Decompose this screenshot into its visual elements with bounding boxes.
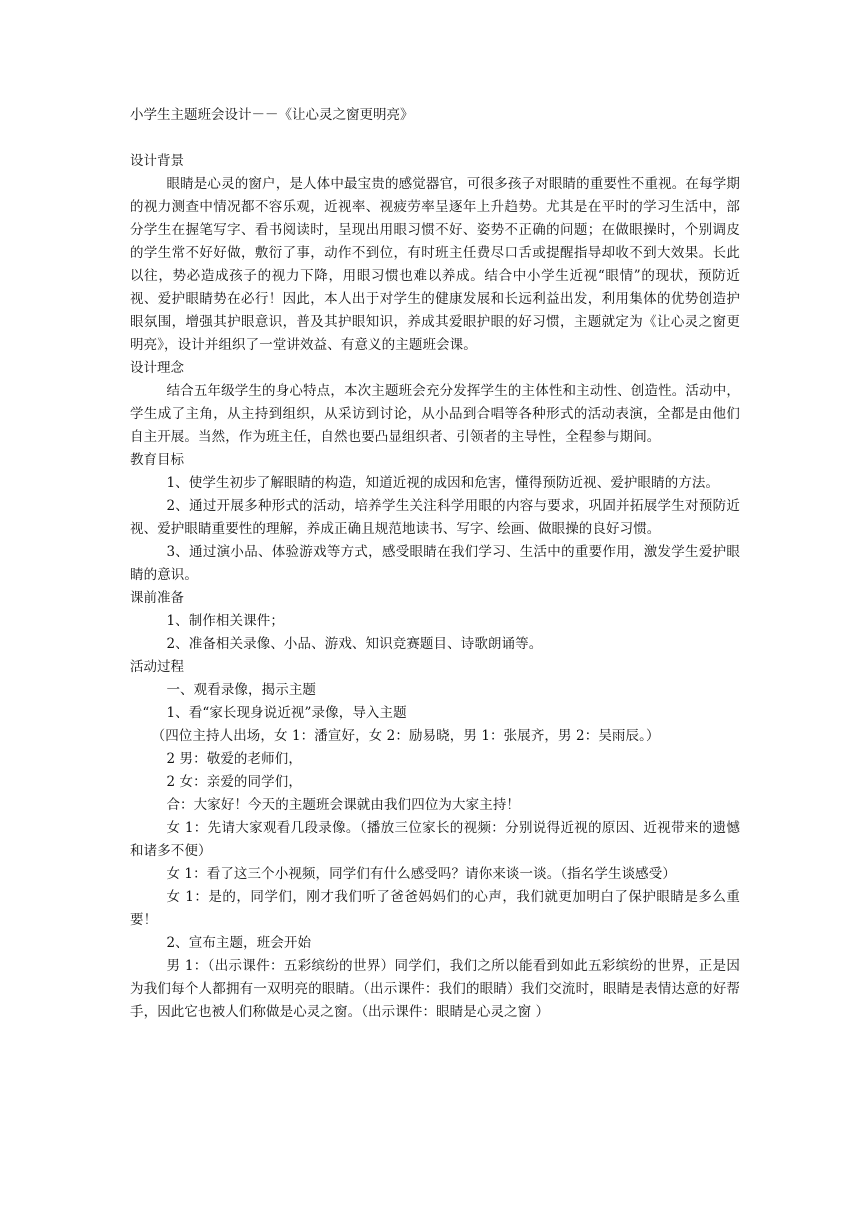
process-line: 女 1：先请大家观看几段录像。（播放三位家长的视频：分别说得近视的原因、近视带来的遗憾和诸多不便） (130, 820, 740, 859)
process-line: 男 1：（出示课件：五彩缤纷的世界）同学们，我们之所以能看到如此五彩缤纷的世界，正是因为我们每个人都拥有一双明亮的眼睛。（出示课件：我们的眼睛）我们交流时，眼睛是表情达意的好帮手，因此它也被人们称做是心灵之窗。（出示课件：眼睛是心灵之窗 ） (130, 958, 740, 1020)
process-line: 2 男：敬爱的老师们， (166, 751, 302, 767)
process-line: 女 1：是的，同学们，刚才我们听了爸爸妈妈们的心声，我们就更加明白了保护眼睛是多么重要！ (130, 889, 740, 928)
section-heading-concept: 设计理念 (130, 360, 184, 376)
goal-item: 3、通过演小品、体验游戏等方式，感受眼睛在我们学习、生活中的重要作用，激发学生爱护眼睛的意识。 (130, 544, 740, 583)
process-line: 女 1：看了这三个小视频，同学们有什么感受吗？请你来谈一谈。（指名学生谈感受） (166, 866, 676, 882)
goal-item: 2、通过开展多种形式的活动，培养学生关注科学用眼的内容与要求，巩固并拓展学生对预防近视、爱护眼睛重要性的理解，养成正确且规范地读书、写字、绘画、做眼操的良好习惯。 (130, 498, 740, 537)
section-heading-goals: 教育目标 (130, 452, 184, 468)
document-title: 小学生主题班会设计－－《让心灵之窗更明亮》 (130, 107, 414, 123)
section-heading-process: 活动过程 (130, 659, 184, 675)
background-paragraph: 眼睛是心灵的窗户，是人体中最宝贵的感觉器官，可很多孩子对眼睛的重要性不重视。在每学期的视力测查中情况都不容乐观，近视率、视疲劳率呈逐年上升趋势。尤其是在平时的学习生活中，部分学生在握笔写字、看书阅读时，呈现出用眼习惯不好、姿势不正确的问题；在做眼操时，个别调皮的学生常不好好做，敷衍了事，动作不到位，有时班主任费尽口舌或提醒指导却收不到大效果。长此以往，势必造成孩子的视力下降，用眼习惯也难以养成。结合中小学生近视“眼情”的现状，预防近视、爱护眼睛势在必行！因此，本人出于对学生的健康发展和长远利益出发，利用集体的优势创造护眼氛围，增强其护眼意识，普及其护眼知识，养成其爱眼护眼的好习惯，主题就定为《让心灵之窗更明亮》，设计并组织了一堂讲效益、有意义的主题班会课。 (130, 176, 740, 353)
process-line: 2、宣布主题，班会开始 (166, 935, 312, 951)
prep-item: 1、制作相关课件； (166, 613, 284, 629)
process-line: 一、观看录像，揭示主题 (166, 682, 317, 698)
process-line: （四位主持人出场，女 1：潘宣好，女 2：励易晓，男 1：张展齐，男 2：吴雨辰。） (151, 728, 660, 744)
prep-item: 2、准备相关录像、小品、游戏、知识竞赛题目、诗歌朗诵等。 (166, 636, 543, 652)
section-heading-background: 设计背景 (130, 153, 184, 169)
section-heading-prep: 课前准备 (130, 590, 184, 606)
document-page (130, 104, 740, 1024)
process-line: 2 女：亲爱的同学们， (166, 774, 302, 790)
process-line: 1、看“家长现身说近视”录像，导入主题 (166, 705, 407, 721)
process-line: 合：大家好！今天的主题班会课就由我们四位为大家主持！ (166, 797, 521, 813)
goal-item: 1、使学生初步了解眼睛的构造，知道近视的成因和危害，懂得预防近视、爱护眼睛的方法。 (166, 475, 720, 491)
concept-paragraph: 结合五年级学生的身心特点，本次主题班会充分发挥学生的主体性和主动性、创造性。活动中，学生成了主角，从主持到组织，从采访到讨论，从小品到合唱等各种形式的活动表演，全都是由他们自主开展。当然，作为班主任，自然也要凸显组织者、引领者的主导性，全程参与期间。 (130, 383, 740, 445)
